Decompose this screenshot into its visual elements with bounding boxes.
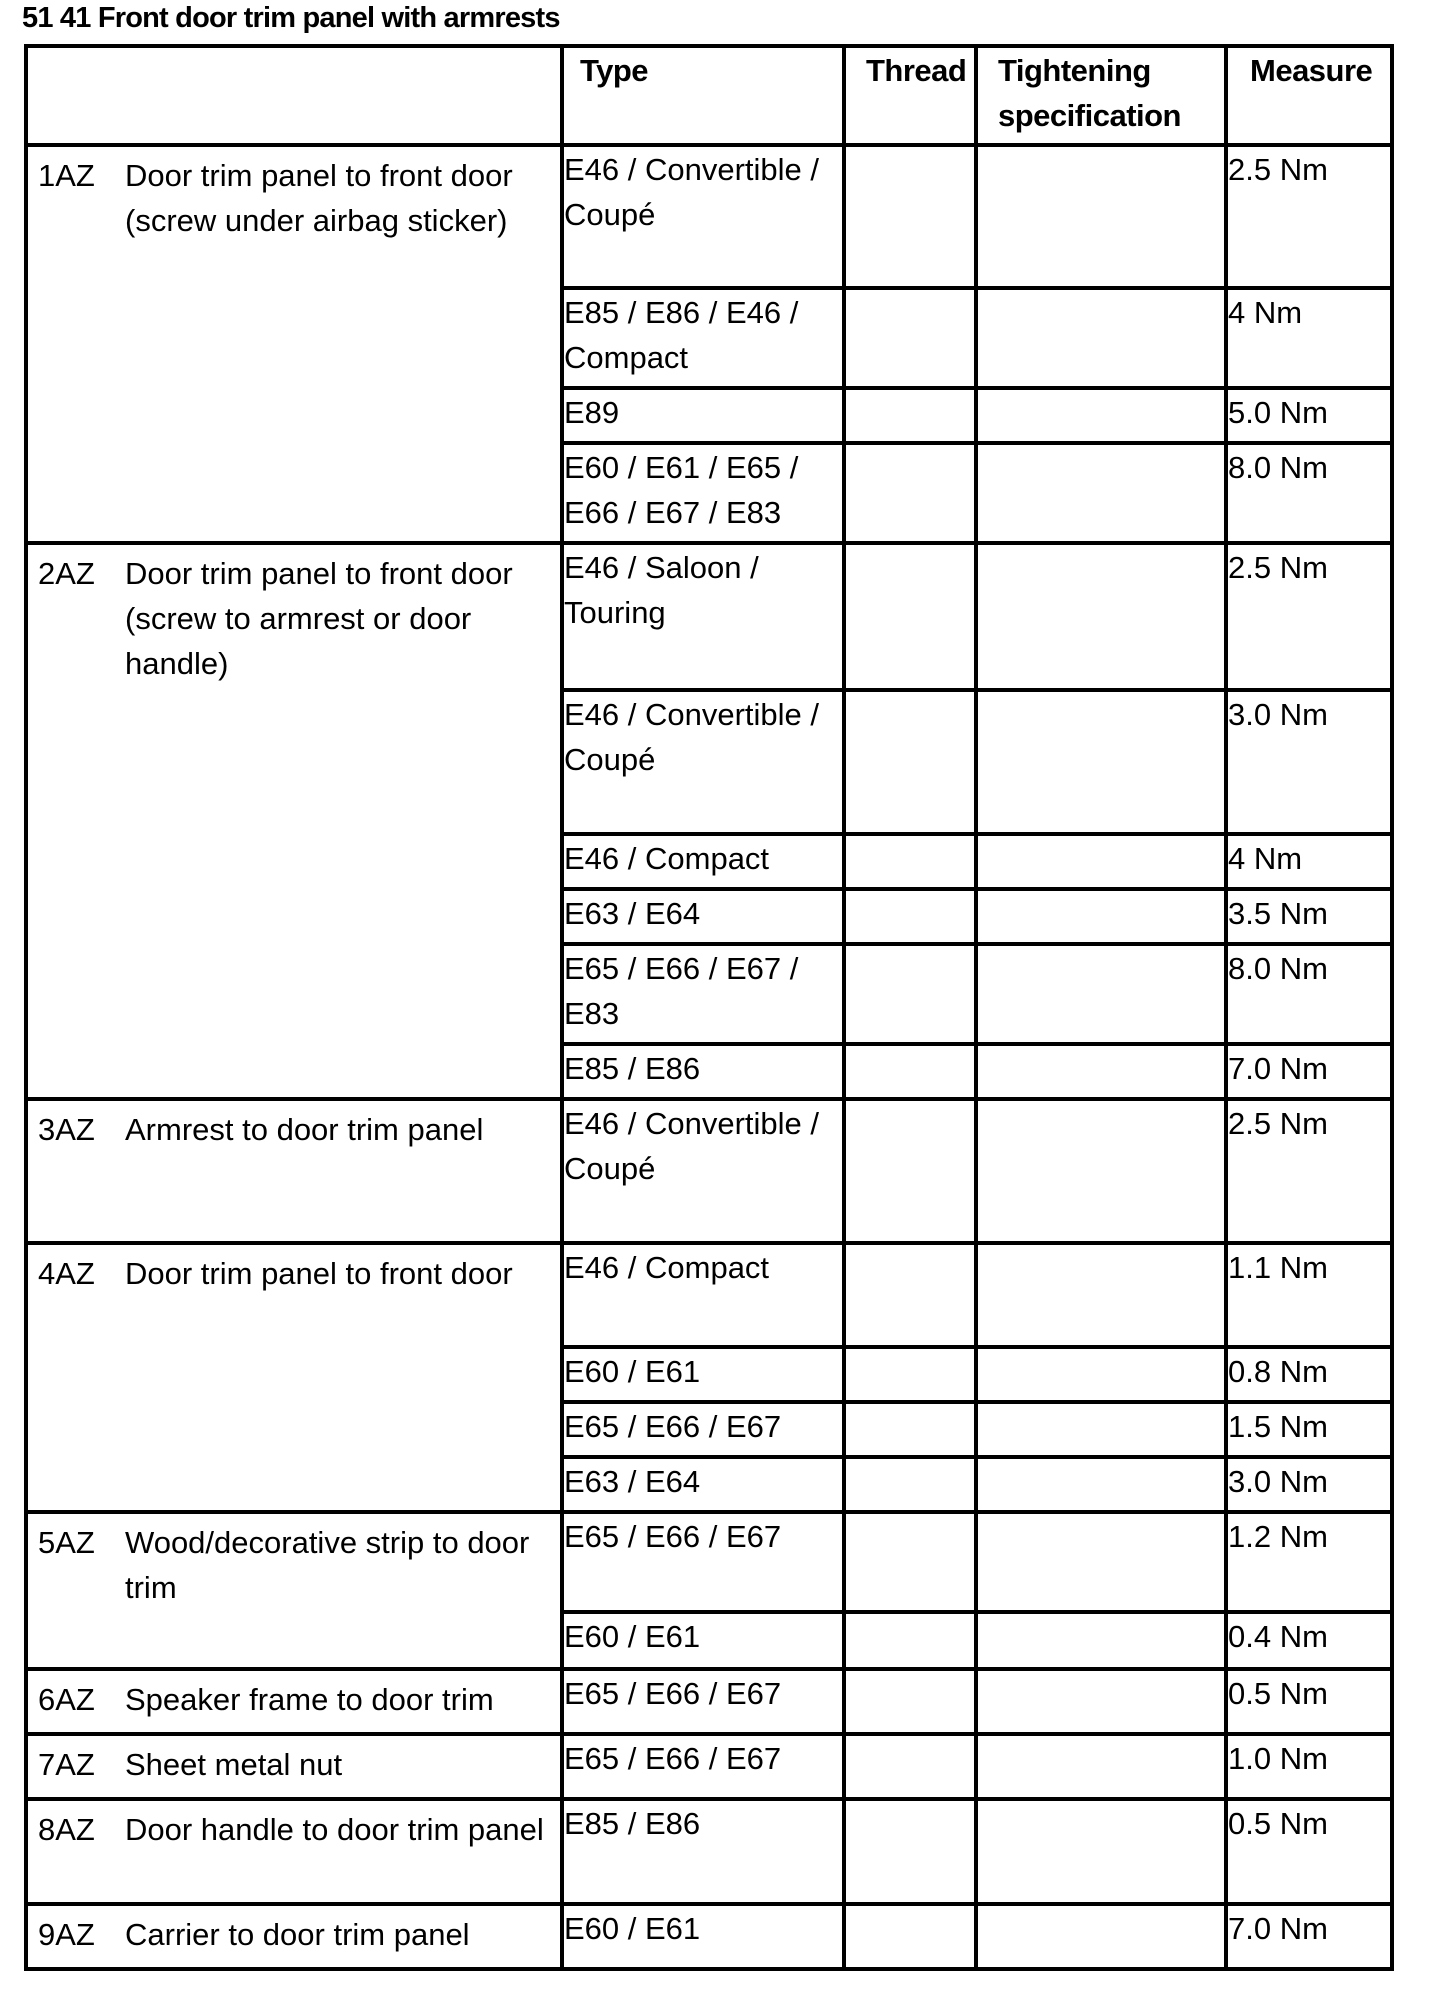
thread-cell xyxy=(844,944,976,1044)
thread-cell xyxy=(844,1799,976,1904)
tightening-cell xyxy=(976,1904,1226,1969)
type-cell: E65 / E66 / E67 xyxy=(562,1512,844,1612)
tightening-cell xyxy=(976,443,1226,543)
measure-cell: 8.0 Nm xyxy=(1226,443,1392,543)
type-cell: E60 / E61 xyxy=(562,1612,844,1669)
type-cell: E85 / E86 / E46 / Compact xyxy=(562,288,844,388)
thread-cell xyxy=(844,1612,976,1669)
thread-cell xyxy=(844,1402,976,1457)
document-title: 51 41 Front door trim panel with armrests xyxy=(22,2,560,34)
thread-cell xyxy=(844,1904,976,1969)
type-cell: E65 / E66 / E67 xyxy=(562,1669,844,1734)
table-body xyxy=(26,145,1392,1969)
table-row xyxy=(26,1734,1392,1799)
type-cell: E65 / E66 / E67 xyxy=(562,1734,844,1799)
measure-cell: 7.0 Nm xyxy=(1226,1904,1392,1969)
tightening-cell xyxy=(976,1099,1226,1243)
type-cell: E46 / Saloon / Touring xyxy=(562,543,844,690)
table-row xyxy=(26,543,1392,690)
table-row xyxy=(26,1799,1392,1904)
item-cell xyxy=(26,1799,562,1904)
type-cell: E46 / Compact xyxy=(562,1243,844,1347)
thread-cell xyxy=(844,543,976,690)
measure-cell: 8.0 Nm xyxy=(1226,944,1392,1044)
thread-cell xyxy=(844,889,976,944)
item-id: 4AZ xyxy=(38,1256,95,1291)
tightening-cell xyxy=(976,1243,1226,1347)
measure-cell: 1.5 Nm xyxy=(1226,1402,1392,1457)
measure-cell: 0.5 Nm xyxy=(1226,1799,1392,1904)
table-row xyxy=(26,1099,1392,1243)
type-cell: E46 / Convertible / Coupé xyxy=(562,690,844,834)
thread-cell xyxy=(844,145,976,288)
item-id: 7AZ xyxy=(38,1747,95,1782)
measure-cell: 2.5 Nm xyxy=(1226,1099,1392,1243)
measure-cell: 1.0 Nm xyxy=(1226,1734,1392,1799)
header-thread: Thread xyxy=(844,46,976,145)
item-cell xyxy=(26,145,562,543)
header-row xyxy=(26,46,1392,145)
type-cell: E63 / E64 xyxy=(562,889,844,944)
measure-cell: 3.5 Nm xyxy=(1226,889,1392,944)
measure-cell: 3.0 Nm xyxy=(1226,690,1392,834)
item-cell xyxy=(26,1669,562,1734)
item-description: Speaker frame to door trim xyxy=(125,1682,494,1717)
table-row xyxy=(26,145,1392,288)
measure-cell: 0.4 Nm xyxy=(1226,1612,1392,1669)
thread-cell xyxy=(844,834,976,889)
table-row xyxy=(26,1669,1392,1734)
thread-cell xyxy=(844,1243,976,1347)
item-id: 6AZ xyxy=(38,1682,95,1717)
measure-cell: 2.5 Nm xyxy=(1226,145,1392,288)
type-cell: E60 / E61 / E65 / E66 / E67 / E83 xyxy=(562,443,844,543)
item-cell xyxy=(26,543,562,1099)
thread-cell xyxy=(844,1347,976,1402)
tightening-cell xyxy=(976,145,1226,288)
measure-cell: 1.2 Nm xyxy=(1226,1512,1392,1612)
tightening-cell xyxy=(976,1044,1226,1099)
item-cell xyxy=(26,1099,562,1243)
item-id: 9AZ xyxy=(38,1917,95,1952)
thread-cell xyxy=(844,1734,976,1799)
type-cell: E60 / E61 xyxy=(562,1347,844,1402)
item-description: Armrest to door trim panel xyxy=(125,1112,484,1147)
table-row xyxy=(26,1512,1392,1612)
header-type: Type xyxy=(562,46,844,145)
type-cell: E85 / E86 xyxy=(562,1799,844,1904)
type-cell: E85 / E86 xyxy=(562,1044,844,1099)
measure-cell: 0.8 Nm xyxy=(1226,1347,1392,1402)
item-cell xyxy=(26,1512,562,1669)
table-row xyxy=(26,1243,1392,1347)
item-description: Door handle to door trim panel xyxy=(125,1812,544,1847)
measure-cell: 0.5 Nm xyxy=(1226,1669,1392,1734)
tightening-cell xyxy=(976,543,1226,690)
item-cell xyxy=(26,1734,562,1799)
item-cell xyxy=(26,1243,562,1512)
measure-cell: 2.5 Nm xyxy=(1226,543,1392,690)
item-description: Door trim panel to front door xyxy=(125,1256,513,1291)
table-row xyxy=(26,1904,1392,1969)
type-cell: E60 / E61 xyxy=(562,1904,844,1969)
item-id: 3AZ xyxy=(38,1112,95,1147)
thread-cell xyxy=(844,388,976,443)
tightening-cell xyxy=(976,1457,1226,1512)
item-id: 8AZ xyxy=(38,1812,95,1847)
measure-cell: 1.1 Nm xyxy=(1226,1243,1392,1347)
tightening-cell xyxy=(976,1347,1226,1402)
tightening-cell xyxy=(976,1669,1226,1734)
tightening-cell xyxy=(976,1402,1226,1457)
thread-cell xyxy=(844,443,976,543)
thread-cell xyxy=(844,1669,976,1734)
measure-cell: 3.0 Nm xyxy=(1226,1457,1392,1512)
thread-cell xyxy=(844,1044,976,1099)
item-id: 5AZ xyxy=(38,1525,95,1560)
type-cell: E65 / E66 / E67 xyxy=(562,1402,844,1457)
type-cell: E46 / Convertible / Coupé xyxy=(562,145,844,288)
tightening-cell xyxy=(976,889,1226,944)
tightening-cell xyxy=(976,388,1226,443)
thread-cell xyxy=(844,1457,976,1512)
thread-cell xyxy=(844,288,976,388)
type-cell: E46 / Convertible / Coupé xyxy=(562,1099,844,1243)
type-cell: E89 xyxy=(562,388,844,443)
item-id: 2AZ xyxy=(38,556,95,591)
type-cell: E46 / Compact xyxy=(562,834,844,889)
thread-cell xyxy=(844,1099,976,1243)
measure-cell: 4 Nm xyxy=(1226,288,1392,388)
header-tightening: Tightening specification xyxy=(976,46,1226,145)
tightening-cell xyxy=(976,1612,1226,1669)
item-description: Door trim panel to front door (screw to armrest or door handle) xyxy=(125,556,513,681)
item-description: Door trim panel to front door (screw under airbag sticker) xyxy=(125,158,513,238)
measure-cell: 4 Nm xyxy=(1226,834,1392,889)
tightening-cell xyxy=(976,690,1226,834)
item-description: Sheet metal nut xyxy=(125,1747,343,1782)
thread-cell xyxy=(844,690,976,834)
measure-cell: 7.0 Nm xyxy=(1226,1044,1392,1099)
item-id: 1AZ xyxy=(38,158,95,193)
tightening-cell xyxy=(976,1799,1226,1904)
item-description: Carrier to door trim panel xyxy=(125,1917,470,1952)
type-cell: E63 / E64 xyxy=(562,1457,844,1512)
measure-cell: 5.0 Nm xyxy=(1226,388,1392,443)
torque-spec-table xyxy=(24,44,1394,1971)
tightening-cell xyxy=(976,288,1226,388)
item-cell xyxy=(26,1904,562,1969)
tightening-cell xyxy=(976,944,1226,1044)
header-measure: Measure xyxy=(1226,46,1392,145)
tightening-cell xyxy=(976,1734,1226,1799)
type-cell: E65 / E66 / E67 / E83 xyxy=(562,944,844,1044)
tightening-cell xyxy=(976,1512,1226,1612)
header-item xyxy=(26,46,562,145)
item-description: Wood/decorative strip to door trim xyxy=(125,1525,530,1605)
tightening-cell xyxy=(976,834,1226,889)
thread-cell xyxy=(844,1512,976,1612)
